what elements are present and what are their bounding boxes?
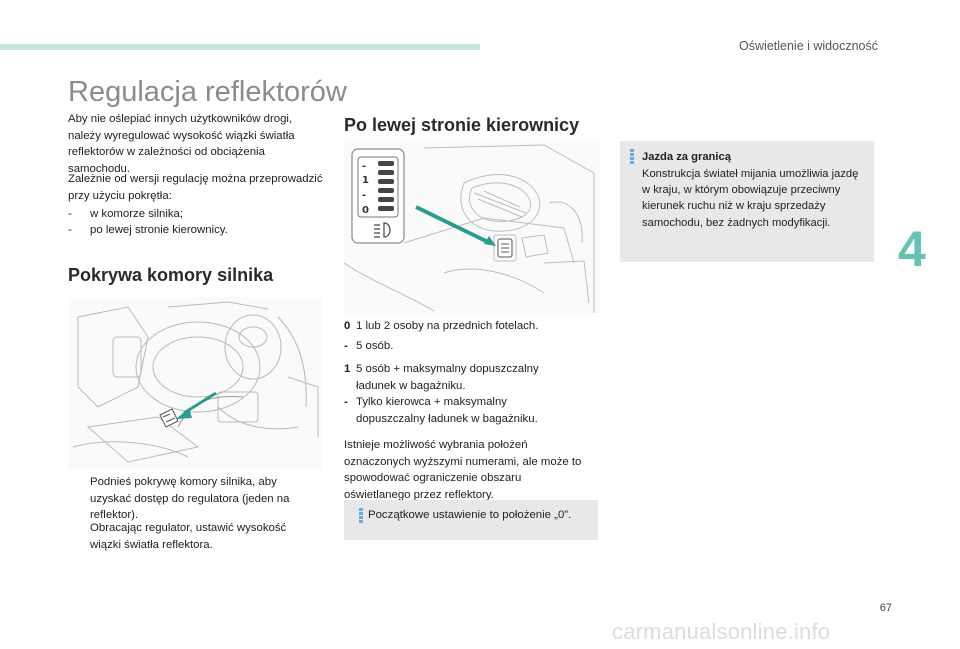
info-box-abroad xyxy=(620,141,874,262)
position-description: 5 osób + maksymalny dopuszczalny ładunek w bagażniku. xyxy=(356,363,539,392)
info-box-text: Konstrukcja świateł mijania umożliwia jazdę w kraju, w którym obowiązuje przeciwny kierunek ruchu niż w kraju sprzedaży samochodu, bez żadnych modyfikacji. xyxy=(642,168,859,229)
intro-paragraph: Aby nie oślepiać innych użytkowników drogi, należy wyregulować wysokość wiązki światła reflektorów w zależności od obciążenia samochodu. xyxy=(68,113,295,175)
info-icon xyxy=(359,508,363,524)
position-description: 1 lub 2 osoby na przednich fotelach. xyxy=(356,320,539,332)
list-item xyxy=(68,474,323,524)
engine-bay-drawing xyxy=(68,297,322,469)
dashboard-illustration xyxy=(344,143,600,313)
position-key: - xyxy=(344,396,348,408)
dash-marker: - xyxy=(68,224,72,236)
info-icon xyxy=(630,149,634,165)
dial-label: 1 xyxy=(362,175,369,186)
section-heading-engine: Pokrywa komory silnika xyxy=(68,265,274,285)
dial-label: - xyxy=(362,161,367,172)
list-item-text: Podnieś pokrywę komory silnika, aby uzyskać dostęp do regulatora (jeden na reflektor). xyxy=(90,476,290,521)
info-box-title: Jazda za granicą xyxy=(642,151,731,163)
position-description: Tylko kierowca + maksymalny dopuszczalny ładunek w bagażniku. xyxy=(356,396,538,425)
watermark: carmanualsonline.info xyxy=(612,619,831,644)
list-item-text: Obracając regulator, ustawić wysokość wiązki światła reflektora. xyxy=(90,522,287,551)
position-row xyxy=(344,361,584,395)
intro-paragraph-2: Zależnie od wersji regulację można przeprowadzić przy użyciu pokrętła: xyxy=(68,173,323,202)
dial-label: - xyxy=(362,190,367,201)
position-key: 0 xyxy=(344,320,351,332)
list-item xyxy=(68,206,323,223)
dash-marker: - xyxy=(68,208,72,220)
positions-paragraph: Istnieje możliwość wybrania położeń oznaczonych wyższymi numerami, ale może to spowodować ograniczenie obszaru oświetlanego przez reflektory. xyxy=(344,439,582,501)
dashboard-drawing xyxy=(344,143,600,313)
list-item xyxy=(68,520,323,554)
position-description: 5 osób. xyxy=(356,340,394,352)
position-row xyxy=(344,394,584,428)
page-title: Regulacja reflektorów xyxy=(68,76,347,108)
section-title: Oświetlenie i widoczność xyxy=(739,39,878,53)
position-key: - xyxy=(344,340,348,352)
chapter-number: 4 xyxy=(898,221,926,277)
engine-bay-illustration xyxy=(68,297,322,469)
list-item xyxy=(68,222,323,239)
list-item-text: po lewej stronie kierownicy. xyxy=(90,224,228,236)
position-key: 1 xyxy=(344,363,351,375)
header-accent-bar xyxy=(0,44,480,50)
dial-label: 0 xyxy=(362,205,369,216)
section-heading-steering: Po lewej stronie kierownicy xyxy=(344,115,580,135)
position-row xyxy=(344,338,584,355)
note-box xyxy=(344,500,598,540)
position-row xyxy=(344,318,584,335)
list-item-text: w komorze silnika; xyxy=(90,208,184,220)
note-text: Początkowe ustawienie to położenie „0”. xyxy=(368,509,572,521)
page-number: 67 xyxy=(879,602,892,614)
